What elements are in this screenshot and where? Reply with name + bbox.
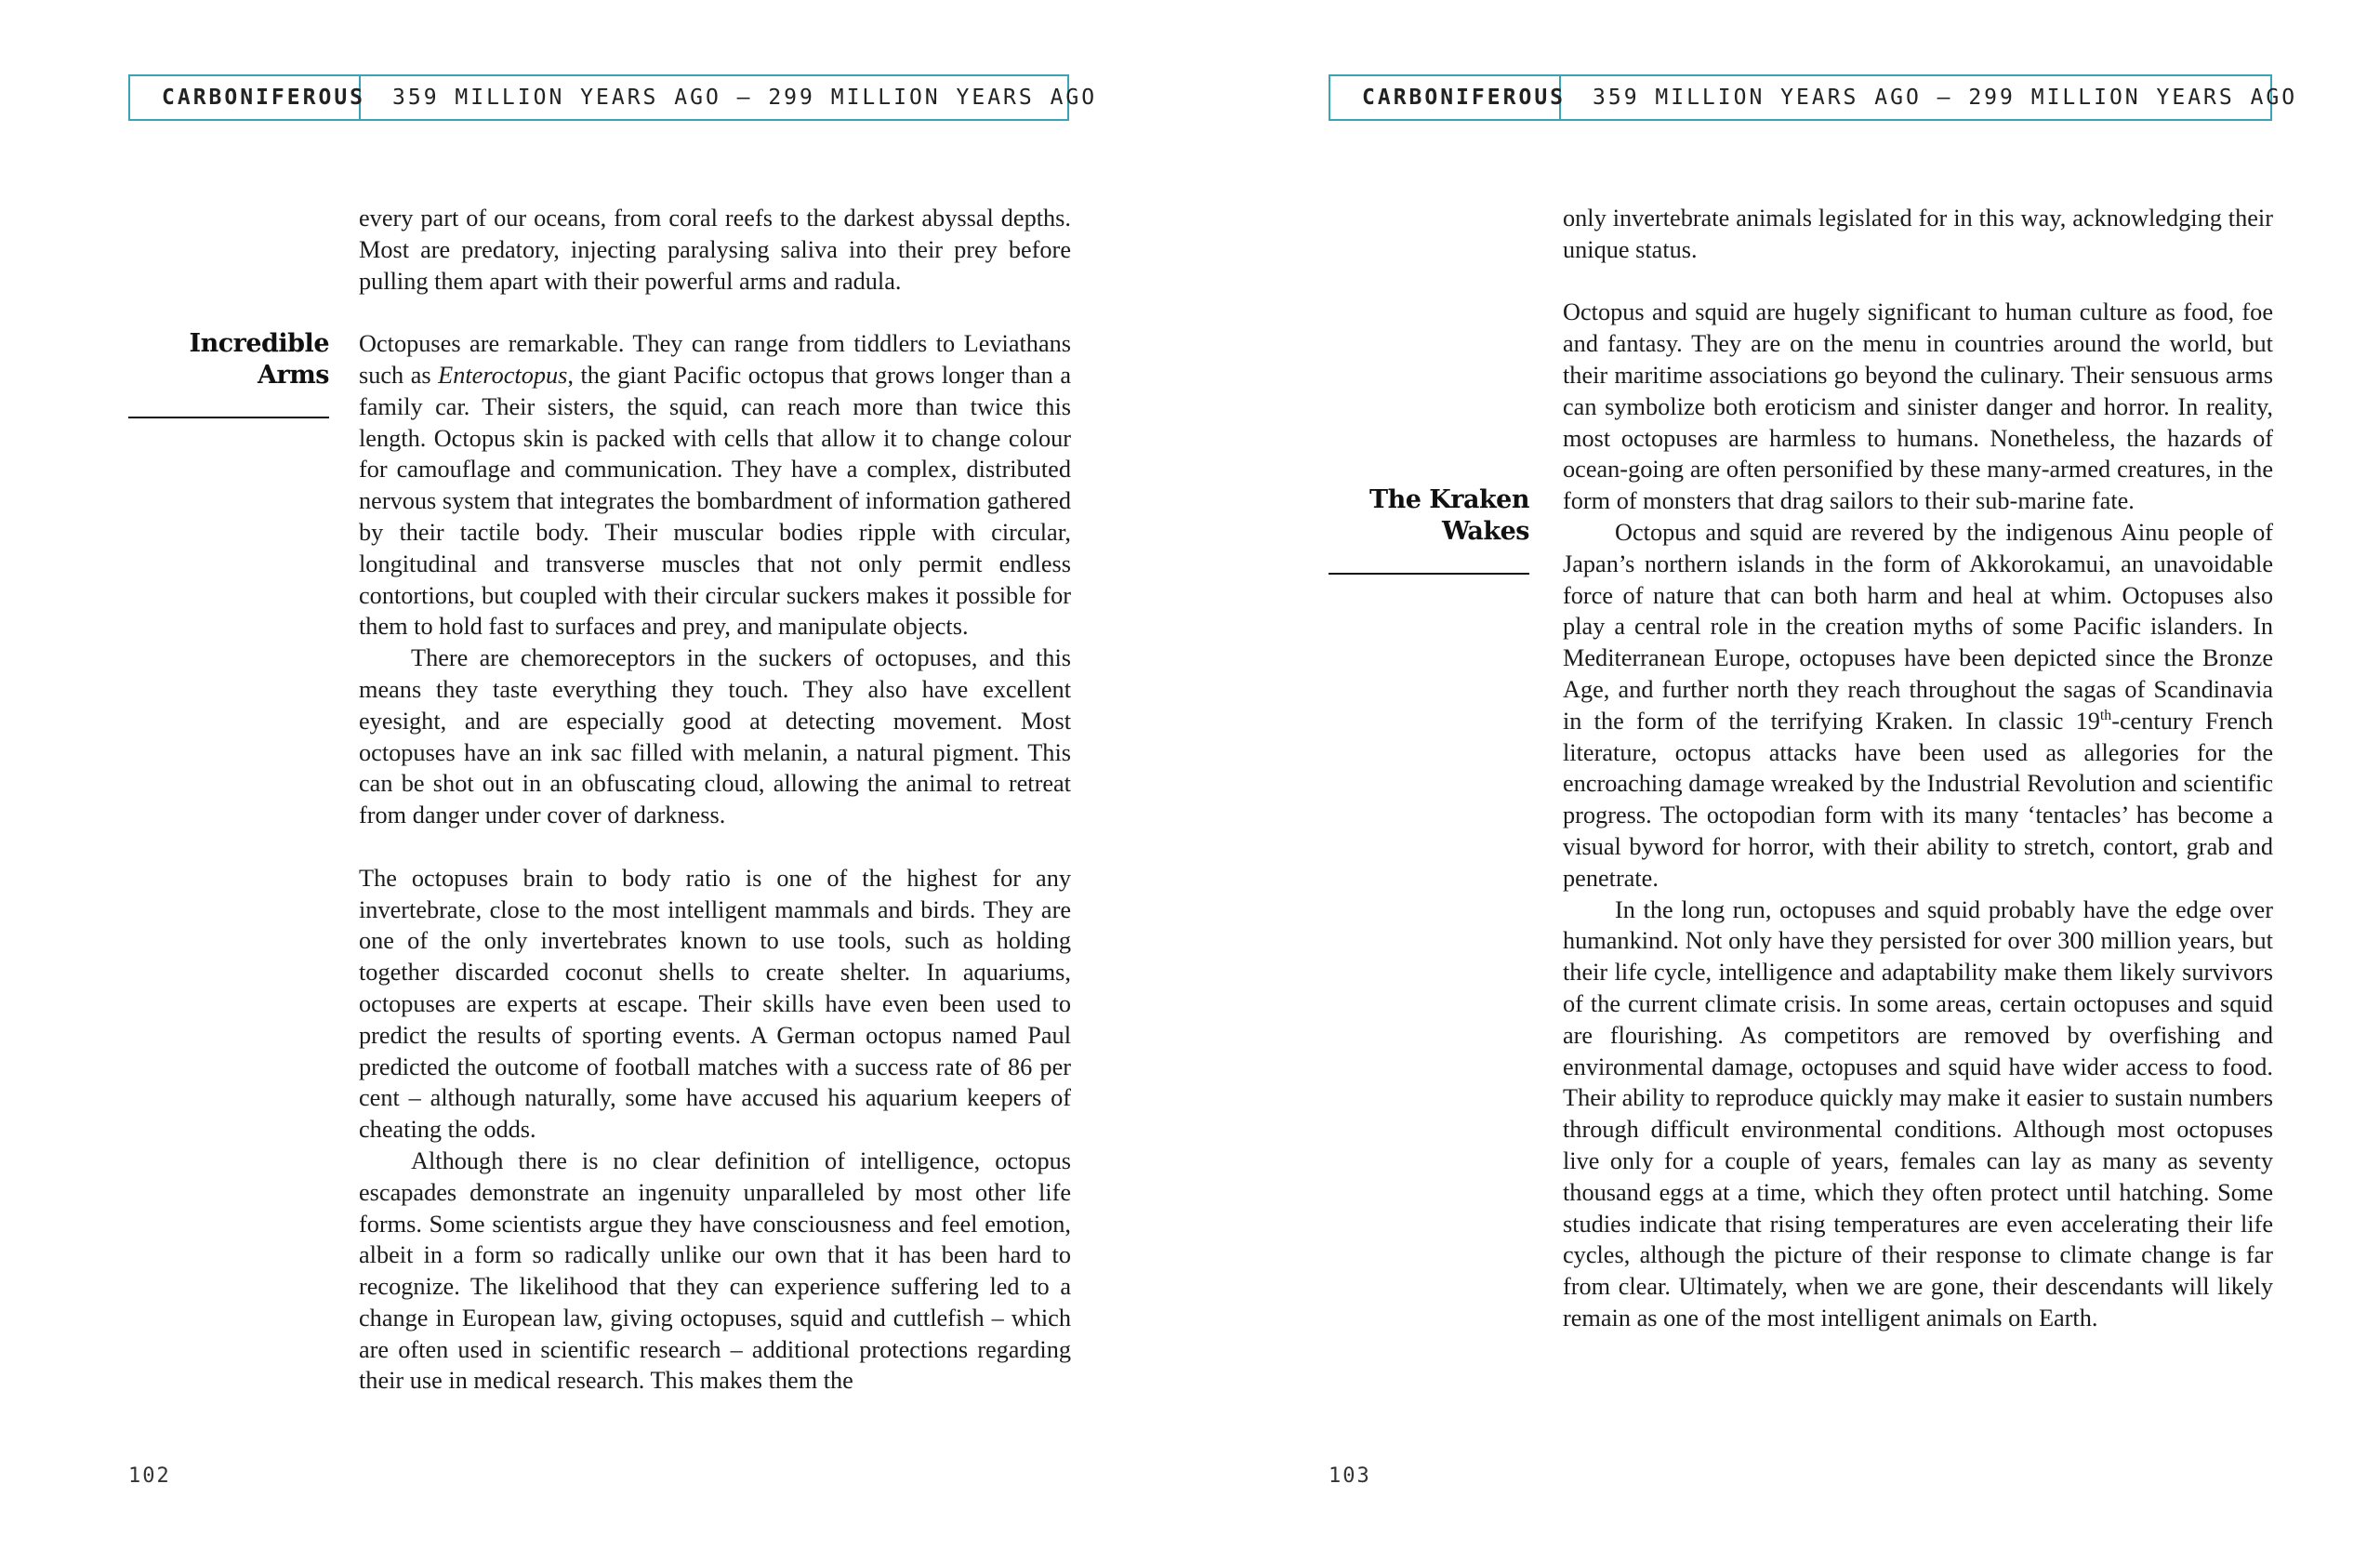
superscript: th (2099, 707, 2112, 723)
body-text-column (1563, 203, 2273, 1334)
text-run: Octopus and squid are revered by the indigenous Ainu people of Japan’s northern islands in the form of Akkorokamui, an unavoidable force of nature that can both harm and heal at whim. Octopuses also play a central role in the creation myths of some Pacific islanders. In Mediterranean Europe, octopuses have been depicted since the Bronze Age, and further north they reach throughout the sagas of Scandinavia in the form of the terrifying Kraken. In classic 19 (1563, 518, 2273, 735)
text-run: Octopuses are remarkable. They can range from tiddlers to Leviathans such as (359, 330, 1071, 389)
header-era-label: CARBONIFEROUS (130, 76, 361, 119)
sidehead-line: The Kraken (1368, 485, 1529, 514)
sidehead-line: Arms (258, 361, 329, 390)
sidehead-line: Incredible (189, 329, 329, 358)
paragraph: every part of our oceans, from coral reefs to the darkest abyssal depths. Most are predatory, injecting paralysing saliva into their prey before pulling them apart with their powerful arms and radula. (359, 205, 1071, 295)
paragraph: The octopuses brain to body ratio is one of the highest for any invertebrate, close to the most intelligent mammals and birds. They are one of the only invertebrates known to use tools, such as holding together discarded coconut shells to create shelter. In aquariums, octopuses are experts at escape. Their skills have even been used to predict the results of sporting events. A German octopus named Paul predicted the outcome of football matches with a success rate of 86 per cent – although naturally, some have accused his aquarium keepers of cheating the odds. (359, 864, 1071, 1144)
running-header (1329, 74, 2298, 121)
sidehead-the-kraken-wakes (1329, 484, 1529, 548)
sidehead-rule (1329, 573, 1529, 575)
paragraph (1563, 517, 2273, 894)
paragraph: Octopus and squid are hugely significant to human culture as food, foe and fantasy. They are on the menu in countries around the world, but their maritime associations go beyond the culinary. Their sensuous arms can symbolize both eroticism and sinister danger and horror. In reality, most octopuses are harmless to humans. Nonetheless, the hazards of ocean-going are often personified by these many-armed creatures, in the form of monsters that drag sailors to their sub-marine fate. (1563, 298, 2273, 515)
header-date-range: 359 MILLION YEARS AGO – 299 MILLION YEARS AGO (1593, 86, 2298, 110)
paragraph: only invertebrate animals legislated for in this way, acknowledging their unique status. (1563, 205, 2273, 263)
page-number: 103 (1329, 1464, 1371, 1488)
text-run: -century French literature, octopus attacks have been used as allegories for the encroaching damage wreaked by the Industrial Revolution and scientific progress. The octopodian form with its many ‘tentacles’ has become a visual byword for horror, with their ability to stretch, contort, grab and penetrate. (1563, 707, 2273, 892)
paragraph: In the long run, octopuses and squid probably have the edge over humankind. Not only have they persisted for over 300 million years, but their life cycle, intelligence and adaptability make them likely survivors of the current climate crisis. In some areas, certain octopuses and squid are flourishing. As competitors are removed by overfishing and environmental damage, octopuses and squid have wider access to food. Their ability to reproduce quickly may make it easier to sustain numbers through difficult environmental conditions. Although most octopuses live only for a couple of years, females can lay as many as seventy thousand eggs at a time, which they often protect until hatching. Some studies indicate that rising temperatures are even accelerating their life cycles, although the picture of their response to climate change is far from clear. Ultimately, when we are gone, their descendants will likely remain as one of the most intelligent animals on Earth. (1563, 895, 2273, 1331)
paragraph (359, 328, 1071, 643)
running-header (128, 74, 1098, 121)
body-text-column (359, 203, 1071, 1397)
right-page (1190, 0, 2380, 1550)
header-era-label: CARBONIFEROUS (1330, 76, 1561, 119)
paragraph: Although there is no clear definition of intelligence, octopus escapades demonstrate an ingenuity unparalleled by most other life forms. Some scientists argue they have consciousness and feel emotion, albeit in a form so radically unlike our own that it has been hard to recognize. The likelihood that they can experience suffering led to a change in European law, giving octopuses, squid and cuttlefish – which are often used in scientific research – additional protections regarding their use in medical research. This makes them the (359, 1146, 1071, 1395)
sidehead-line: Wakes (1441, 517, 1529, 546)
header-date-range: 359 MILLION YEARS AGO – 299 MILLION YEARS AGO (392, 86, 1098, 110)
sidehead-rule (128, 417, 329, 418)
paragraph: There are chemoreceptors in the suckers of octopuses, and this means they taste everything they touch. They also have excellent eyesight, and are especially good at detecting movement. Most octopuses have an ink sac filled with melanin, a natural pigment. This can be shot out in an obfuscating cloud, allowing the animal to retreat from danger under cover of darkness. (359, 644, 1071, 829)
text-run: , the giant Pacific octopus that grows longer than a family car. Their sisters, the squid, can reach more than twice this length. Octopus skin is packed with cells that allow it to change colour for camouflage and communication. They have a complex, distributed nervous system that integrates the bombardment of information gathered by their tactile body. Their muscular bodies ripple with circular, longitudinal and transverse muscles that not only permit endless contortions, but coupled with their circular suckers makes it possible for them to hold fast to surfaces and prey, and manipulate objects. (359, 361, 1071, 641)
page-number: 102 (128, 1464, 171, 1488)
sidehead-incredible-arms (128, 328, 329, 391)
italic-species-name: Enteroctopus (438, 361, 568, 389)
